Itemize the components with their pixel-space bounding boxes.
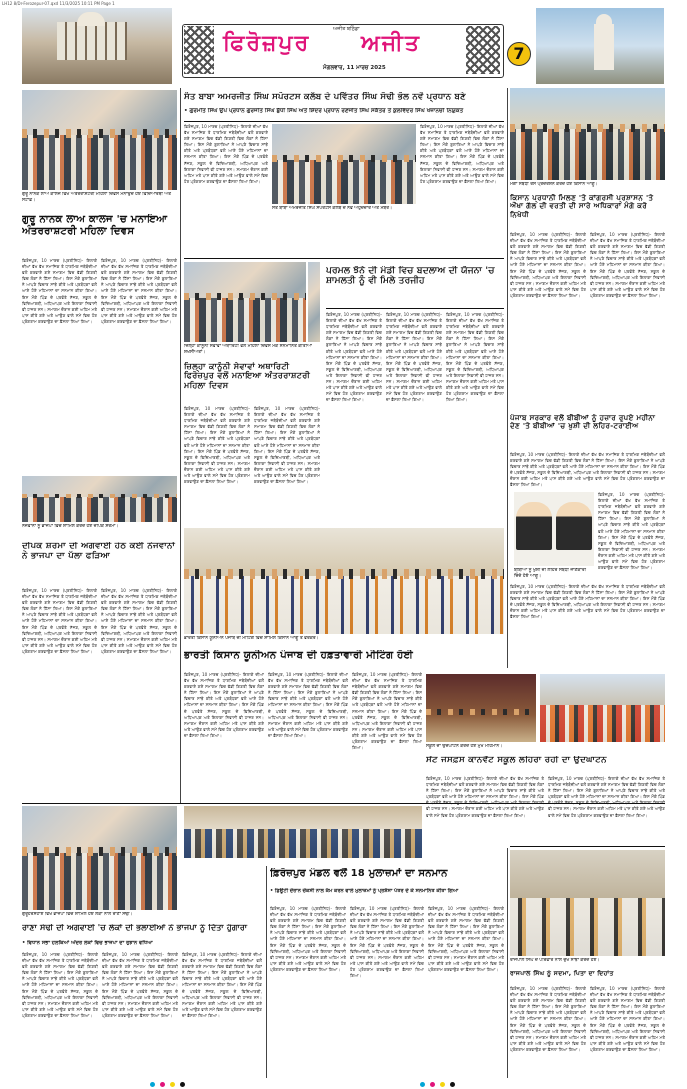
masthead-right-photo (536, 8, 664, 84)
reg-mark-cyan (150, 1082, 155, 1087)
reg-mark-cyan-2 (420, 1082, 425, 1087)
masthead-brand-right: ਅਜੀਤ (361, 31, 421, 56)
legal-services-photo-2 (308, 262, 320, 342)
portrait-right (556, 502, 592, 550)
row-rule-2 (22, 803, 665, 804)
bku-meeting-photo (184, 528, 504, 634)
kisan-protest-headline: ਕਿਸਾਨ ਪ੍ਰਧਾਨੀ ਮਿਲਣ 'ਤੇ ਕਾਂਗਰਸੀ ਪ੍ਰਸ਼ਾਸਨ 'ਤੇ ਔਖਾ ਗੱਲ ਦੀ ਵਰਤੀ ਦੀ ਸਾਰੇ ਅਧਿਕਾਰਾਂ ਮੰਗੇ ਕਰੋ ਨਿਖੇਧੀ (510, 194, 654, 219)
rajpal-headline: ਰਾਜਪਾਲ ਸਿੰਘ ਨੂੰ ਸਦਮਾ, ਪਿਤਾ ਦਾ ਦਿਹਾਂਤ (510, 970, 614, 977)
print-meta-strip (0, 0, 687, 7)
law-college-photo (22, 90, 177, 190)
rana-sodhi-photo (22, 806, 177, 910)
legal-services-body-2: ਫ਼ਿਰੋਜ਼ਪੁਰ, 10 ਮਾਰਚ (ਪ੍ਰਤੀਨਿਧ)- ਇਲਾਕੇ ਦੀਆਂ ਵੱਖ ਵੱਖ ਸਮਾਜਿਕ ਤੇ ਧਾਰਮਿਕ ਜਥੇਬੰਦੀਆਂ ਵਲੋਂ ਕਰਵਾਏ ਗਏ ਸਮਾਗਮ ਵਿਚ ਵੱਡੀ ਗਿਣਤੀ ਵਿਚ ਲੋਕਾਂ ਨੇ ਹਿੱਸਾ ਲਿਆ। ਇਸ ਮੌਕੇ ਬੁਲਾਰਿਆਂ ਨੇ ਆਪਣੇ ਵਿਚਾਰ ਸਾਂਝੇ ਕੀਤੇ ਅਤੇ ਪ੍ਰਬੰਧਕਾਂ ਵਲੋਂ ਆਏ ਹੋਏ ਮਹਿਮਾਨਾਂ ਦਾ ਸਨਮਾਨ ਕੀਤਾ ਗਿਆ। ਇਸ ਮੌਕੇ ਪਿੰਡ ਦੇ ਪਤਵੰਤੇ ਸੱਜਣ, ਸਕੂਲ ਦੇ ਵਿਦਿਆਰਥੀ, ਅਧਿਆਪਕ ਅਤੇ ਇਲਾਕਾ ਨਿਵਾਸੀ ਵੀ ਹਾਜ਼ਰ ਸਨ। ਸਮਾਗਮ ਦੌਰਾਨ ਕਈ ਅਹਿਮ ਮਤੇ ਪਾਸ ਕੀਤੇ ਗਏ ਅਤੇ ਆਉਣ ਵਾਲੇ ਸਮੇਂ ਵਿਚ ਹੋਰ ਪ੍ਰੋਗਰਾਮ ਕਰਵਾਉਣ ਦਾ ਫ਼ੈਸਲਾ ਲਿਆ ਗਿਆ। (254, 406, 320, 485)
reg-mark-yellow-2 (440, 1082, 445, 1087)
masthead-date: ਮੰਗਲਵਾਰ, 11 ਮਾਰਚ 2025 (323, 65, 386, 71)
sports-club-headline: ਸੰਤ ਬਾਬਾ ਅਮਰਜੀਤ ਸਿੰਘ ਸਪੋਰਟਸ ਕਲੱਬ ਦੇ ਪਵਿੱਤਰ ਸਿੰਘ ਸੋਢੀ ਭੋਲ ਨਵੇਂ ਪ੍ਰਧਾਨ ਬਣੇ (184, 92, 466, 101)
sports-club-subhead: • ਗੁਰਮੀਤ ਸਿੰਘ ਉਪ ਪ੍ਰਧਾਨ ਗੁਰਜੀਤ ਸਿੰਘ ਬੁੱਧੀ ਸਿੰਘ ਅਤੇ ਸ਼ਿੰਦਰ ਪ੍ਰਧਾਨ ਰਣਜੀਤ ਸਿੰਘ ਸਕੱਤਰ ਤੇ ਕੁਲਵਿੰਦਰ ਸਿੰਘ ਖਜ਼ਾਨਚੀ ਨਿਯੁਕਤ (184, 108, 464, 114)
reg-mark-magenta-2 (430, 1082, 435, 1087)
paddy-body-3: ਫ਼ਿਰੋਜ਼ਪੁਰ, 10 ਮਾਰਚ (ਪ੍ਰਤੀਨਿਧ)- ਇਲਾਕੇ ਦੀਆਂ ਵੱਖ ਵੱਖ ਸਮਾਜਿਕ ਤੇ ਧਾਰਮਿਕ ਜਥੇਬੰਦੀਆਂ ਵਲੋਂ ਕਰਵਾਏ ਗਏ ਸਮਾਗਮ ਵਿਚ ਵੱਡੀ ਗਿਣਤੀ ਵਿਚ ਲੋਕਾਂ ਨੇ ਹਿੱਸਾ ਲਿਆ। ਇਸ ਮੌਕੇ ਬੁਲਾਰਿਆਂ ਨੇ ਆਪਣੇ ਵਿਚਾਰ ਸਾਂਝੇ ਕੀਤੇ ਅਤੇ ਪ੍ਰਬੰਧਕਾਂ ਵਲੋਂ ਆਏ ਹੋਏ ਮਹਿਮਾਨਾਂ ਦਾ ਸਨਮਾਨ ਕੀਤਾ ਗਿਆ। ਇਸ ਮੌਕੇ ਪਿੰਡ ਦੇ ਪਤਵੰਤੇ ਸੱਜਣ, ਸਕੂਲ ਦੇ ਵਿਦਿਆਰਥੀ, ਅਧਿਆਪਕ ਅਤੇ ਇਲਾਕਾ ਨਿਵਾਸੀ ਵੀ ਹਾਜ਼ਰ ਸਨ। ਸਮਾਗਮ ਦੌਰਾਨ ਕਈ ਅਹਿਮ ਮਤੇ ਪਾਸ ਕੀਤੇ ਗਏ ਅਤੇ ਆਉਣ ਵਾਲੇ ਸਮੇਂ ਵਿਚ ਹੋਰ ਪ੍ਰੋਗਰਾਮ ਕਰਵਾਉਣ ਦਾ ਫ਼ੈਸਲਾ ਲਿਆ ਗਿਆ। (446, 312, 504, 403)
rana-sodhi-headline: ਰਾਣਾ ਸੋਢੀ ਦੀ ਅਗਵਾਈ 'ਚ ਲੋਕਾਂ ਦੀ ਭਲਾਈਆਂ ਨੇ ਭਾਜਪਾ ਨੂੰ ਦਿੱਤਾ ਹੁੰਗਾਰਾ (22, 924, 248, 932)
column-rule-3 (507, 848, 508, 1078)
masthead-tagline: ਅਜੀਤ ਬਠਿੰਡਾ (333, 26, 360, 32)
women-scheme-caption: ਬੀਬੀਆਂ ਨੂੰ ਖੁਸ਼ੀ ਦੀ ਲਹਿਰ ਸਬੰਧੀ ਜਾਣਕਾਰੀ ਦਿੰਦੇ ਹੋਏ ਆਗੂ। (514, 568, 586, 579)
paddy-body-2: ਫ਼ਿਰੋਜ਼ਪੁਰ, 10 ਮਾਰਚ (ਪ੍ਰਤੀਨਿਧ)- ਇਲਾਕੇ ਦੀਆਂ ਵੱਖ ਵੱਖ ਸਮਾਜਿਕ ਤੇ ਧਾਰਮਿਕ ਜਥੇਬੰਦੀਆਂ ਵਲੋਂ ਕਰਵਾਏ ਗਏ ਸਮਾਗਮ ਵਿਚ ਵੱਡੀ ਗਿਣਤੀ ਵਿਚ ਲੋਕਾਂ ਨੇ ਹਿੱਸਾ ਲਿਆ। ਇਸ ਮੌਕੇ ਬੁਲਾਰਿਆਂ ਨੇ ਆਪਣੇ ਵਿਚਾਰ ਸਾਂਝੇ ਕੀਤੇ ਅਤੇ ਪ੍ਰਬੰਧਕਾਂ ਵਲੋਂ ਆਏ ਹੋਏ ਮਹਿਮਾਨਾਂ ਦਾ ਸਨਮਾਨ ਕੀਤਾ ਗਿਆ। ਇਸ ਮੌਕੇ ਪਿੰਡ ਦੇ ਪਤਵੰਤੇ ਸੱਜਣ, ਸਕੂਲ ਦੇ ਵਿਦਿਆਰਥੀ, ਅਧਿਆਪਕ ਅਤੇ ਇਲਾਕਾ ਨਿਵਾਸੀ ਵੀ ਹਾਜ਼ਰ ਸਨ। ਸਮਾਗਮ ਦੌਰਾਨ ਕਈ ਅਹਿਮ ਮਤੇ ਪਾਸ ਕੀਤੇ ਗਏ ਅਤੇ ਆਉਣ ਵਾਲੇ ਸਮੇਂ ਵਿਚ ਹੋਰ ਪ੍ਰੋਗਰਾਮ ਕਰਵਾਉਣ ਦਾ ਫ਼ੈਸਲਾ ਲਿਆ ਗਿਆ। (386, 312, 442, 403)
school-photo-left (426, 674, 536, 742)
legal-services-headline: ਜ਼ਿਲ੍ਹਾ ਕਾਨੂੰਨੀ ਸੇਵਾਵਾਂ ਅਥਾਰਿਟੀ ਫਿਰੋਜ਼ਪੁਰ ਵਲੋਂ ਮਨਾਇਆ ਅੰਤਰਰਾਸ਼ਟਰੀ ਮਹਿਲਾ ਦਿਵਸ (184, 362, 311, 390)
school-headline: ਸੇਂਟ ਜੋਸਫ਼ਸ ਕਾਨਵੈਂਟ ਸਕੂਲ ਲਹਿਰਾ ਰੋਹੀ ਦਾ ਉਦਘਾਟਨ (426, 756, 607, 765)
registration-strip (0, 1080, 687, 1089)
column-rule-4 (266, 866, 267, 1078)
paddy-body-1: ਫ਼ਿਰੋਜ਼ਪੁਰ, 10 ਮਾਰਚ (ਪ੍ਰਤੀਨਿਧ)- ਇਲਾਕੇ ਦੀਆਂ ਵੱਖ ਵੱਖ ਸਮਾਜਿਕ ਤੇ ਧਾਰਮਿਕ ਜਥੇਬੰਦੀਆਂ ਵਲੋਂ ਕਰਵਾਏ ਗਏ ਸਮਾਗਮ ਵਿਚ ਵੱਡੀ ਗਿਣਤੀ ਵਿਚ ਲੋਕਾਂ ਨੇ ਹਿੱਸਾ ਲਿਆ। ਇਸ ਮੌਕੇ ਬੁਲਾਰਿਆਂ ਨੇ ਆਪਣੇ ਵਿਚਾਰ ਸਾਂਝੇ ਕੀਤੇ ਅਤੇ ਪ੍ਰਬੰਧਕਾਂ ਵਲੋਂ ਆਏ ਹੋਏ ਮਹਿਮਾਨਾਂ ਦਾ ਸਨਮਾਨ ਕੀਤਾ ਗਿਆ। ਇਸ ਮੌਕੇ ਪਿੰਡ ਦੇ ਪਤਵੰਤੇ ਸੱਜਣ, ਸਕੂਲ ਦੇ ਵਿਦਿਆਰਥੀ, ਅਧਿਆਪਕ ਅਤੇ ਇਲਾਕਾ ਨਿਵਾਸੀ ਵੀ ਹਾਜ਼ਰ ਸਨ। ਸਮਾਗਮ ਦੌਰਾਨ ਕਈ ਅਹਿਮ ਮਤੇ ਪਾਸ ਕੀਤੇ ਗਏ ਅਤੇ ਆਉਣ ਵਾਲੇ ਸਮੇਂ ਵਿਚ ਹੋਰ ਪ੍ਰੋਗਰਾਮ ਕਰਵਾਉਣ ਦਾ ਫ਼ੈਸਲਾ ਲਿਆ ਗਿਆ। (326, 312, 382, 403)
deepak-body-2: ਫ਼ਿਰੋਜ਼ਪੁਰ, 10 ਮਾਰਚ (ਪ੍ਰਤੀਨਿਧ)- ਇਲਾਕੇ ਦੀਆਂ ਵੱਖ ਵੱਖ ਸਮਾਜਿਕ ਤੇ ਧਾਰਮਿਕ ਜਥੇਬੰਦੀਆਂ ਵਲੋਂ ਕਰਵਾਏ ਗਏ ਸਮਾਗਮ ਵਿਚ ਵੱਡੀ ਗਿਣਤੀ ਵਿਚ ਲੋਕਾਂ ਨੇ ਹਿੱਸਾ ਲਿਆ। ਇਸ ਮੌਕੇ ਬੁਲਾਰਿਆਂ ਨੇ ਆਪਣੇ ਵਿਚਾਰ ਸਾਂਝੇ ਕੀਤੇ ਅਤੇ ਪ੍ਰਬੰਧਕਾਂ ਵਲੋਂ ਆਏ ਹੋਏ ਮਹਿਮਾਨਾਂ ਦਾ ਸਨਮਾਨ ਕੀਤਾ ਗਿਆ। ਇਸ ਮੌਕੇ ਪਿੰਡ ਦੇ ਪਤਵੰਤੇ ਸੱਜਣ, ਸਕੂਲ ਦੇ ਵਿਦਿਆਰਥੀ, ਅਧਿਆਪਕ ਅਤੇ ਇਲਾਕਾ ਨਿਵਾਸੀ ਵੀ ਹਾਜ਼ਰ ਸਨ। ਸਮਾਗਮ ਦੌਰਾਨ ਕਈ ਅਹਿਮ ਮਤੇ ਪਾਸ ਕੀਤੇ ਗਏ ਅਤੇ ਆਉਣ ਵਾਲੇ ਸਮੇਂ ਵਿਚ ਹੋਰ ਪ੍ਰੋਗਰਾਮ ਕਰਵਾਉਣ ਦਾ ਫ਼ੈਸਲਾ ਲਿਆ ਗਿਆ। (101, 588, 177, 654)
reg-mark-black (180, 1082, 185, 1087)
sports-club-body-2: ਫ਼ਿਰੋਜ਼ਪੁਰ, 10 ਮਾਰਚ (ਪ੍ਰਤੀਨਿਧ)- ਇਲਾਕੇ ਦੀਆਂ ਵੱਖ ਵੱਖ ਸਮਾਜਿਕ ਤੇ ਧਾਰਮਿਕ ਜਥੇਬੰਦੀਆਂ ਵਲੋਂ ਕਰਵਾਏ ਗਏ ਸਮਾਗਮ ਵਿਚ ਵੱਡੀ ਗਿਣਤੀ ਵਿਚ ਲੋਕਾਂ ਨੇ ਹਿੱਸਾ ਲਿਆ। ਇਸ ਮੌਕੇ ਬੁਲਾਰਿਆਂ ਨੇ ਆਪਣੇ ਵਿਚਾਰ ਸਾਂਝੇ ਕੀਤੇ ਅਤੇ ਪ੍ਰਬੰਧਕਾਂ ਵਲੋਂ ਆਏ ਹੋਏ ਮਹਿਮਾਨਾਂ ਦਾ ਸਨਮਾਨ ਕੀਤਾ ਗਿਆ। ਇਸ ਮੌਕੇ ਪਿੰਡ ਦੇ ਪਤਵੰਤੇ ਸੱਜਣ, ਸਕੂਲ ਦੇ ਵਿਦਿਆਰਥੀ, ਅਧਿਆਪਕ ਅਤੇ ਇਲਾਕਾ ਨਿਵਾਸੀ ਵੀ ਹਾਜ਼ਰ ਸਨ। ਸਮਾਗਮ ਦੌਰਾਨ ਕਈ ਅਹਿਮ ਮਤੇ ਪਾਸ ਕੀਤੇ ਗਏ ਅਤੇ ਆਉਣ ਵਾਲੇ ਸਮੇਂ ਵਿਚ ਹੋਰ ਪ੍ਰੋਗਰਾਮ ਕਰਵਾਉਣ ਦਾ ਫ਼ੈਸਲਾ ਲਿਆ ਗਿਆ। (420, 124, 504, 184)
legal-services-photo (184, 262, 306, 342)
railway-body-1: ਫ਼ਿਰੋਜ਼ਪੁਰ, 10 ਮਾਰਚ (ਪ੍ਰਤੀਨਿਧ)- ਇਲਾਕੇ ਦੀਆਂ ਵੱਖ ਵੱਖ ਸਮਾਜਿਕ ਤੇ ਧਾਰਮਿਕ ਜਥੇਬੰਦੀਆਂ ਵਲੋਂ ਕਰਵਾਏ ਗਏ ਸਮਾਗਮ ਵਿਚ ਵੱਡੀ ਗਿਣਤੀ ਵਿਚ ਲੋਕਾਂ ਨੇ ਹਿੱਸਾ ਲਿਆ। ਇਸ ਮੌਕੇ ਬੁਲਾਰਿਆਂ ਨੇ ਆਪਣੇ ਵਿਚਾਰ ਸਾਂਝੇ ਕੀਤੇ ਅਤੇ ਪ੍ਰਬੰਧਕਾਂ ਵਲੋਂ ਆਏ ਹੋਏ ਮਹਿਮਾਨਾਂ ਦਾ ਸਨਮਾਨ ਕੀਤਾ ਗਿਆ। ਇਸ ਮੌਕੇ ਪਿੰਡ ਦੇ ਪਤਵੰਤੇ ਸੱਜਣ, ਸਕੂਲ ਦੇ ਵਿਦਿਆਰਥੀ, ਅਧਿਆਪਕ ਅਤੇ ਇਲਾਕਾ ਨਿਵਾਸੀ ਵੀ ਹਾਜ਼ਰ ਸਨ। ਸਮਾਗਮ ਦੌਰਾਨ ਕਈ ਅਹਿਮ ਮਤੇ ਪਾਸ ਕੀਤੇ ਗਏ ਅਤੇ ਆਉਣ ਵਾਲੇ ਸਮੇਂ ਵਿਚ ਹੋਰ ਪ੍ਰੋਗਰਾਮ ਕਰਵਾਉਣ ਦਾ ਫ਼ੈਸਲਾ ਲਿਆ ਗਿਆ। (270, 906, 346, 972)
legal-services-caption: ਜ਼ਿਲ੍ਹਾ ਕਾਨੂੰਨੀ ਸੇਵਾਵਾਂ ਅਥਾਰਿਟੀ ਵਲੋਂ ਮਹਿਲਾ ਦਿਵਸ ਮੌਕੇ ਸਨਮਾਨਿਤ ਕੀਤੀਆਂ ਸ਼ਖਸੀਅਤਾਂ। (184, 344, 312, 355)
women-scheme-body-1: ਫ਼ਿਰੋਜ਼ਪੁਰ, 10 ਮਾਰਚ (ਪ੍ਰਤੀਨਿਧ)- ਇਲਾਕੇ ਦੀਆਂ ਵੱਖ ਵੱਖ ਸਮਾਜਿਕ ਤੇ ਧਾਰਮਿਕ ਜਥੇਬੰਦੀਆਂ ਵਲੋਂ ਕਰਵਾਏ ਗਏ ਸਮਾਗਮ ਵਿਚ ਵੱਡੀ ਗਿਣਤੀ ਵਿਚ ਲੋਕਾਂ ਨੇ ਹਿੱਸਾ ਲਿਆ। ਇਸ ਮੌਕੇ ਬੁਲਾਰਿਆਂ ਨੇ ਆਪਣੇ ਵਿਚਾਰ ਸਾਂਝੇ ਕੀਤੇ ਅਤੇ ਪ੍ਰਬੰਧਕਾਂ ਵਲੋਂ ਆਏ ਹੋਏ ਮਹਿਮਾਨਾਂ ਦਾ ਸਨਮਾਨ ਕੀਤਾ ਗਿਆ। ਇਸ ਮੌਕੇ ਪਿੰਡ ਦੇ ਪਤਵੰਤੇ ਸੱਜਣ, ਸਕੂਲ ਦੇ ਵਿਦਿਆਰਥੀ, ਅਧਿਆਪਕ ਅਤੇ ਇਲਾਕਾ ਨਿਵਾਸੀ ਵੀ ਹਾਜ਼ਰ ਸਨ। ਸਮਾਗਮ ਦੌਰਾਨ ਕਈ ਅਹਿਮ ਮਤੇ ਪਾਸ ਕੀਤੇ ਗਏ ਅਤੇ ਆਉਣ ਵਾਲੇ ਸਮੇਂ ਵਿਚ ਹੋਰ ਪ੍ਰੋਗਰਾਮ ਕਰਵਾਉਣ ਦਾ ਫ਼ੈਸਲਾ ਲਿਆ ਗਿਆ। (510, 452, 665, 488)
kisan-protest-caption: ਮੰਗਾਂ ਸਬੰਧੀ ਰੋਸ ਪ੍ਰਦਰਸ਼ਨ ਕਰਦੇ ਹੋਏ ਕਿਸਾਨ ਆਗੂ। (510, 182, 598, 187)
masthead-left-photo (22, 8, 172, 84)
paddy-rule (326, 308, 504, 309)
rana-sodhi-subhead: • ਵਿਧਾਨ ਸਭਾ ਹਲਕਿਆਂ ਅੰਦਰ ਲੋਕਾਂ ਵਿਚ ਭਾਜਪਾ ਦਾ ਰੁਝਾਨ ਵਧਿਆ (22, 940, 153, 946)
rana-sodhi-body-2: ਫ਼ਿਰੋਜ਼ਪੁਰ, 10 ਮਾਰਚ (ਪ੍ਰਤੀਨਿਧ)- ਇਲਾਕੇ ਦੀਆਂ ਵੱਖ ਵੱਖ ਸਮਾਜਿਕ ਤੇ ਧਾਰਮਿਕ ਜਥੇਬੰਦੀਆਂ ਵਲੋਂ ਕਰਵਾਏ ਗਏ ਸਮਾਗਮ ਵਿਚ ਵੱਡੀ ਗਿਣਤੀ ਵਿਚ ਲੋਕਾਂ ਨੇ ਹਿੱਸਾ ਲਿਆ। ਇਸ ਮੌਕੇ ਬੁਲਾਰਿਆਂ ਨੇ ਆਪਣੇ ਵਿਚਾਰ ਸਾਂਝੇ ਕੀਤੇ ਅਤੇ ਪ੍ਰਬੰਧਕਾਂ ਵਲੋਂ ਆਏ ਹੋਏ ਮਹਿਮਾਨਾਂ ਦਾ ਸਨਮਾਨ ਕੀਤਾ ਗਿਆ। ਇਸ ਮੌਕੇ ਪਿੰਡ ਦੇ ਪਤਵੰਤੇ ਸੱਜਣ, ਸਕੂਲ ਦੇ ਵਿਦਿਆਰਥੀ, ਅਧਿਆਪਕ ਅਤੇ ਇਲਾਕਾ ਨਿਵਾਸੀ ਵੀ ਹਾਜ਼ਰ ਸਨ। ਸਮਾਗਮ ਦੌਰਾਨ ਕਈ ਅਹਿਮ ਮਤੇ ਪਾਸ ਕੀਤੇ ਗਏ ਅਤੇ ਆਉਣ ਵਾਲੇ ਸਮੇਂ ਵਿਚ ਹੋਰ ਪ੍ਰੋਗਰਾਮ ਕਰਵਾਉਣ ਦਾ ਫ਼ੈਸਲਾ ਲਿਆ ਗਿਆ। (102, 952, 178, 1018)
school-body-1: ਫ਼ਿਰੋਜ਼ਪੁਰ, 10 ਮਾਰਚ (ਪ੍ਰਤੀਨਿਧ)- ਇਲਾਕੇ ਦੀਆਂ ਵੱਖ ਵੱਖ ਸਮਾਜਿਕ ਤੇ ਧਾਰਮਿਕ ਜਥੇਬੰਦੀਆਂ ਵਲੋਂ ਕਰਵਾਏ ਗਏ ਸਮਾਗਮ ਵਿਚ ਵੱਡੀ ਗਿਣਤੀ ਵਿਚ ਲੋਕਾਂ ਨੇ ਹਿੱਸਾ ਲਿਆ। ਇਸ ਮੌਕੇ ਬੁਲਾਰਿਆਂ ਨੇ ਆਪਣੇ ਵਿਚਾਰ ਸਾਂਝੇ ਕੀਤੇ ਅਤੇ ਪ੍ਰਬੰਧਕਾਂ ਵਲੋਂ ਆਏ ਹੋਏ ਮਹਿਮਾਨਾਂ ਦਾ ਸਨਮਾਨ ਕੀਤਾ ਗਿਆ। ਇਸ ਮੌਕੇ ਪਿੰਡ ਵੀ ਹਾਜ਼ਰ ਸਨ। ਸਮਾਗਮ ਦੌਰਾਨ ਕਈ ਅਹਿਮ ਮਤੇ ਪਾਸ ਕੀਤੇ ਗਏ ਅਤੇ ਆਉਣ ਵਾਲੇ ਸਮੇਂ ਵਿਚ ਹੋਰ ਪ੍ਰੋਗਰਾਮ ਕਰਵਾਉਣ ਦਾ ਫ਼ੈਸਲਾ ਲਿਆ ਗਿਆ। (426, 776, 544, 818)
bku-meeting-headline: ਭਾਰਤੀ ਕਿਸਾਨ ਯੂਨੀਅਨ ਪੰਜਾਬ ਦੀ ਹਫ਼ਤਾਵਾਰੀ ਮੀਟਿੰਗ ਹੋਈ (184, 650, 414, 661)
railway-headline: ਫ਼ਿਰੋਜ਼ਪੁਰ ਮੰਡਲ ਵਲੋਂ 18 ਮੁਲਾਜ਼ਮਾਂ ਦਾ ਸਨਮਾਨ (270, 868, 448, 879)
bku-meeting-body-1: ਫ਼ਿਰੋਜ਼ਪੁਰ, 10 ਮਾਰਚ (ਪ੍ਰਤੀਨਿਧ)- ਇਲਾਕੇ ਦੀਆਂ ਵੱਖ ਵੱਖ ਸਮਾਜਿਕ ਤੇ ਧਾਰਮਿਕ ਜਥੇਬੰਦੀਆਂ ਵਲੋਂ ਕਰਵਾਏ ਗਏ ਸਮਾਗਮ ਵਿਚ ਵੱਡੀ ਗਿਣਤੀ ਵਿਚ ਲੋਕਾਂ ਨੇ ਹਿੱਸਾ ਲਿਆ। ਇਸ ਮੌਕੇ ਬੁਲਾਰਿਆਂ ਨੇ ਆਪਣੇ ਵਿਚਾਰ ਸਾਂਝੇ ਕੀਤੇ ਅਤੇ ਪ੍ਰਬੰਧਕਾਂ ਵਲੋਂ ਆਏ ਹੋਏ ਮਹਿਮਾਨਾਂ ਦਾ ਸਨਮਾਨ ਕੀਤਾ ਗਿਆ। ਇਸ ਮੌਕੇ ਪਿੰਡ ਦੇ ਪਤਵੰਤੇ ਸੱਜਣ, ਸਕੂਲ ਦੇ ਵਿਦਿਆਰਥੀ, ਅਧਿਆਪਕ ਅਤੇ ਇਲਾਕਾ ਨਿਵਾਸੀ ਵੀ ਹਾਜ਼ਰ ਸਨ। ਸਮਾਗਮ ਦੌਰਾਨ ਕਈ ਅਹਿਮ ਮਤੇ ਪਾਸ ਕੀਤੇ ਗਏ ਅਤੇ ਆਉਣ ਵਾਲੇ ਸਮੇਂ ਵਿਚ ਹੋਰ ਪ੍ਰੋਗਰਾਮ ਕਰਵਾਉਣ ਦਾ ਫ਼ੈਸਲਾ ਲਿਆ ਗਿਆ। (184, 672, 264, 738)
paddy-headline: ਪਰਮਲ ਝੋਨੇ ਦੀ ਮੰਡੀ ਵਿਚ ਬਦਲਾਅ ਦੀ ਯੋਜਨਾ 'ਚ ਸ਼ਾਮਲਤੀ ਨੂੰ ਵੀ ਮਿਲੇ ਤਰਜੀਹ (326, 266, 495, 287)
bku-meeting-body-2: ਫ਼ਿਰੋਜ਼ਪੁਰ, 10 ਮਾਰਚ (ਪ੍ਰਤੀਨਿਧ)- ਇਲਾਕੇ ਦੀਆਂ ਵੱਖ ਵੱਖ ਸਮਾਜਿਕ ਤੇ ਧਾਰਮਿਕ ਜਥੇਬੰਦੀਆਂ ਵਲੋਂ ਕਰਵਾਏ ਗਏ ਸਮਾਗਮ ਵਿਚ ਵੱਡੀ ਗਿਣਤੀ ਵਿਚ ਲੋਕਾਂ ਨੇ ਹਿੱਸਾ ਲਿਆ। ਇਸ ਮੌਕੇ ਬੁਲਾਰਿਆਂ ਨੇ ਆਪਣੇ ਵਿਚਾਰ ਸਾਂਝੇ ਕੀਤੇ ਅਤੇ ਪ੍ਰਬੰਧਕਾਂ ਵਲੋਂ ਆਏ ਹੋਏ ਮਹਿਮਾਨਾਂ ਦਾ ਸਨਮਾਨ ਕੀਤਾ ਗਿਆ। ਇਸ ਮੌਕੇ ਪਿੰਡ ਦੇ ਪਤਵੰਤੇ ਸੱਜਣ, ਸਕੂਲ ਦੇ ਵਿਦਿਆਰਥੀ, ਅਧਿਆਪਕ ਅਤੇ ਇਲਾਕਾ ਨਿਵਾਸੀ ਵੀ ਹਾਜ਼ਰ ਸਨ। ਸਮਾਗਮ ਦੌਰਾਨ ਕਈ ਅਹਿਮ ਮਤੇ ਪਾਸ ਕੀਤੇ ਗਏ ਅਤੇ ਆਉਣ ਵਾਲੇ ਸਮੇਂ ਵਿਚ ਹੋਰ ਪ੍ਰੋਗਰਾਮ ਕਰਵਾਉਣ ਦਾ ਫ਼ੈਸਲਾ ਲਿਆ ਗਿਆ। (268, 672, 348, 738)
railway-body-2: ਫ਼ਿਰੋਜ਼ਪੁਰ, 10 ਮਾਰਚ (ਪ੍ਰਤੀਨਿਧ)- ਇਲਾਕੇ ਦੀਆਂ ਵੱਖ ਵੱਖ ਸਮਾਜਿਕ ਤੇ ਧਾਰਮਿਕ ਜਥੇਬੰਦੀਆਂ ਵਲੋਂ ਕਰਵਾਏ ਗਏ ਸਮਾਗਮ ਵਿਚ ਵੱਡੀ ਗਿਣਤੀ ਵਿਚ ਲੋਕਾਂ ਨੇ ਹਿੱਸਾ ਲਿਆ। ਇਸ ਮੌਕੇ ਬੁਲਾਰਿਆਂ ਨੇ ਆਪਣੇ ਵਿਚਾਰ ਸਾਂਝੇ ਕੀਤੇ ਅਤੇ ਪ੍ਰਬੰਧਕਾਂ ਵਲੋਂ ਆਏ ਹੋਏ ਮਹਿਮਾਨਾਂ ਦਾ ਸਨਮਾਨ ਕੀਤਾ ਗਿਆ। ਇਸ ਮੌਕੇ ਪਿੰਡ ਦੇ ਪਤਵੰਤੇ ਸੱਜਣ, ਸਕੂਲ ਦੇ ਵਿਦਿਆਰਥੀ, ਅਧਿਆਪਕ ਅਤੇ ਇਲਾਕਾ ਨਿਵਾਸੀ ਵੀ ਹਾਜ਼ਰ ਸਨ। ਸਮਾਗਮ ਦੌਰਾਨ ਕਈ ਅਹਿਮ ਮਤੇ ਪਾਸ ਕੀਤੇ ਗਏ ਅਤੇ ਆਉਣ ਵਾਲੇ ਸਮੇਂ ਵਿਚ ਹੋਰ ਪ੍ਰੋਗਰਾਮ ਕਰਵਾਉਣ ਦਾ ਫ਼ੈਸਲਾ ਲਿਆ ਗਿਆ। (350, 906, 424, 979)
women-scheme-portraits (514, 492, 594, 566)
deepak-body-1: ਫ਼ਿਰੋਜ਼ਪੁਰ, 10 ਮਾਰਚ (ਪ੍ਰਤੀਨਿਧ)- ਇਲਾਕੇ ਦੀਆਂ ਵੱਖ ਵੱਖ ਸਮਾਜਿਕ ਤੇ ਧਾਰਮਿਕ ਜਥੇਬੰਦੀਆਂ ਵਲੋਂ ਕਰਵਾਏ ਗਏ ਸਮਾਗਮ ਵਿਚ ਵੱਡੀ ਗਿਣਤੀ ਵਿਚ ਲੋਕਾਂ ਨੇ ਹਿੱਸਾ ਲਿਆ। ਇਸ ਮੌਕੇ ਬੁਲਾਰਿਆਂ ਨੇ ਆਪਣੇ ਵਿਚਾਰ ਸਾਂਝੇ ਕੀਤੇ ਅਤੇ ਪ੍ਰਬੰਧਕਾਂ ਵਲੋਂ ਆਏ ਹੋਏ ਮਹਿਮਾਨਾਂ ਦਾ ਸਨਮਾਨ ਕੀਤਾ ਗਿਆ। ਇਸ ਮੌਕੇ ਪਿੰਡ ਦੇ ਪਤਵੰਤੇ ਸੱਜਣ, ਸਕੂਲ ਦੇ ਵਿਦਿਆਰਥੀ, ਅਧਿਆਪਕ ਅਤੇ ਇਲਾਕਾ ਨਿਵਾਸੀ ਵੀ ਹਾਜ਼ਰ ਸਨ। ਸਮਾਗਮ ਦੌਰਾਨ ਕਈ ਅਹਿਮ ਮਤੇ ਪਾਸ ਕੀਤੇ ਗਏ ਅਤੇ ਆਉਣ ਵਾਲੇ ਸਮੇਂ ਵਿਚ ਹੋਰ ਪ੍ਰੋਗਰਾਮ ਕਰਵਾਉਣ ਦਾ ਫ਼ੈਸਲਾ ਲਿਆ ਗਿਆ। (22, 588, 97, 654)
law-college-body-2: ਫ਼ਿਰੋਜ਼ਪੁਰ, 10 ਮਾਰਚ (ਪ੍ਰਤੀਨਿਧ)- ਇਲਾਕੇ ਦੀਆਂ ਵੱਖ ਵੱਖ ਸਮਾਜਿਕ ਤੇ ਧਾਰਮਿਕ ਜਥੇਬੰਦੀਆਂ ਵਲੋਂ ਕਰਵਾਏ ਗਏ ਸਮਾਗਮ ਵਿਚ ਵੱਡੀ ਗਿਣਤੀ ਵਿਚ ਲੋਕਾਂ ਨੇ ਹਿੱਸਾ ਲਿਆ। ਇਸ ਮੌਕੇ ਬੁਲਾਰਿਆਂ ਨੇ ਆਪਣੇ ਵਿਚਾਰ ਸਾਂਝੇ ਕੀਤੇ ਅਤੇ ਪ੍ਰਬੰਧਕਾਂ ਵਲੋਂ ਆਏ ਹੋਏ ਮਹਿਮਾਨਾਂ ਦਾ ਸਨਮਾਨ ਕੀਤਾ ਗਿਆ। ਇਸ ਮੌਕੇ ਪਿੰਡ ਦੇ ਪਤਵੰਤੇ ਸੱਜਣ, ਸਕੂਲ ਦੇ ਵਿਦਿਆਰਥੀ, ਅਧਿਆਪਕ ਅਤੇ ਇਲਾਕਾ ਨਿਵਾਸੀ ਵੀ ਹਾਜ਼ਰ ਸਨ। ਸਮਾਗਮ ਦੌਰਾਨ ਕਈ ਅਹਿਮ ਮਤੇ ਪਾਸ ਕੀਤੇ ਗਏ ਅਤੇ ਆਉਣ ਵਾਲੇ ਸਮੇਂ ਵਿਚ ਹੋਰ ਪ੍ਰੋਗਰਾਮ ਕਰਵਾਉਣ ਦਾ ਫ਼ੈਸਲਾ ਲਿਆ ਗਿਆ। (101, 258, 177, 324)
kisan-protest-photo (510, 88, 665, 180)
column-rule-1 (180, 88, 181, 803)
rana-sodhi-caption: ਗੁਰੂਹਰਸਹਾਏ ਵਿਖੇ ਭਾਜਪਾ ਵਿਚ ਸ਼ਾਮਿਲ ਹੋਏ ਲੋਕਾਂ ਨਾਲ ਰਾਣਾ ਸੋਢੀ। (22, 912, 133, 917)
law-college-caption: ਗੁਰੂ ਨਾਨਕ ਲਾਅ ਕਾਲਜ ਵਿਖੇ ਅੰਤਰਰਾਸ਼ਟਰੀ ਮਹਿਲਾ ਦਿਵਸ ਮਨਾਉਂਦੇ ਹੋਏ ਵਿਦਿਆਰਥੀ ਅਤੇ ਸਟਾਫ਼। (22, 192, 172, 203)
rajpal-body-1: ਫ਼ਿਰੋਜ਼ਪੁਰ, 10 ਮਾਰਚ (ਪ੍ਰਤੀਨਿਧ)- ਇਲਾਕੇ ਦੀਆਂ ਵੱਖ ਵੱਖ ਸਮਾਜਿਕ ਤੇ ਧਾਰਮਿਕ ਜਥੇਬੰਦੀਆਂ ਵਲੋਂ ਕਰਵਾਏ ਗਏ ਸਮਾਗਮ ਵਿਚ ਵੱਡੀ ਗਿਣਤੀ ਵਿਚ ਲੋਕਾਂ ਨੇ ਹਿੱਸਾ ਲਿਆ। ਇਸ ਮੌਕੇ ਬੁਲਾਰਿਆਂ ਨੇ ਆਪਣੇ ਵਿਚਾਰ ਸਾਂਝੇ ਕੀਤੇ ਅਤੇ ਪ੍ਰਬੰਧਕਾਂ ਵਲੋਂ ਆਏ ਹੋਏ ਮਹਿਮਾਨਾਂ ਦਾ ਸਨਮਾਨ ਕੀਤਾ ਗਿਆ। ਇਸ ਮੌਕੇ ਪਿੰਡ ਦੇ ਪਤਵੰਤੇ ਸੱਜਣ, ਸਕੂਲ ਦੇ ਵਿਦਿਆਰਥੀ, ਅਧਿਆਪਕ ਅਤੇ ਇਲਾਕਾ ਨਿਵਾਸੀ ਵੀ ਹਾਜ਼ਰ ਸਨ। ਸਮਾਗਮ ਦੌਰਾਨ ਕਈ ਅਹਿਮ ਮਤੇ ਪਾਸ ਕੀਤੇ ਗਏ ਅਤੇ ਆਉਣ ਵਾਲੇ ਸਮੇਂ ਵਿਚ ਹੋਰ ਪ੍ਰੋਗਰਾਮ ਕਰਵਾਉਣ ਦਾ ਫ਼ੈਸਲਾ ਲਿਆ ਗਿਆ। (510, 986, 586, 1052)
school-caption: ਸਕੂਲ ਦਾ ਉਦਘਾਟਨ ਕਰਦੇ ਹੋਏ ਮੁੱਖ ਮਹਿਮਾਨ। (426, 744, 503, 749)
page-number-badge: 7 (507, 42, 531, 66)
reg-mark-magenta (160, 1082, 165, 1087)
bku-meeting-caption: ਭਾਰਤੀ ਕਿਸਾਨ ਯੂਨੀਅਨ ਪੰਜਾਬ ਦੀ ਮੀਟਿੰਗ ਵਿਚ ਸ਼ਾਮਿਲ ਕਿਸਾਨ ਆਗੂ ਤੇ ਵਰਕਰ। (184, 636, 319, 641)
deepak-headline: ਦੀਪਕ ਸ਼ਰਮਾ ਦੀ ਅਗਵਾਈ ਹੇਠ ਕਈ ਨੌਜਵਾਨਾਂ ਨੇ ਭਾਜਪਾ ਦਾ ਪੱਲਾ ਫੜਿਆ (22, 542, 176, 561)
kisan-protest-body-1: ਫ਼ਿਰੋਜ਼ਪੁਰ, 10 ਮਾਰਚ (ਪ੍ਰਤੀਨਿਧ)- ਇਲਾਕੇ ਦੀਆਂ ਵੱਖ ਵੱਖ ਸਮਾਜਿਕ ਤੇ ਧਾਰਮਿਕ ਜਥੇਬੰਦੀਆਂ ਵਲੋਂ ਕਰਵਾਏ ਗਏ ਸਮਾਗਮ ਵਿਚ ਵੱਡੀ ਗਿਣਤੀ ਵਿਚ ਲੋਕਾਂ ਨੇ ਹਿੱਸਾ ਲਿਆ। ਇਸ ਮੌਕੇ ਬੁਲਾਰਿਆਂ ਨੇ ਆਪਣੇ ਵਿਚਾਰ ਸਾਂਝੇ ਕੀਤੇ ਅਤੇ ਪ੍ਰਬੰਧਕਾਂ ਵਲੋਂ ਆਏ ਹੋਏ ਮਹਿਮਾਨਾਂ ਦਾ ਸਨਮਾਨ ਕੀਤਾ ਗਿਆ। ਇਸ ਮੌਕੇ ਪਿੰਡ ਦੇ ਪਤਵੰਤੇ ਸੱਜਣ, ਸਕੂਲ ਦੇ ਵਿਦਿਆਰਥੀ, ਅਧਿਆਪਕ ਅਤੇ ਇਲਾਕਾ ਨਿਵਾਸੀ ਵੀ ਹਾਜ਼ਰ ਸਨ। ਸਮਾਗਮ ਦੌਰਾਨ ਕਈ ਅਹਿਮ ਮਤੇ ਪਾਸ ਕੀਤੇ ਗਏ ਅਤੇ ਆਉਣ ਵਾਲੇ ਸਮੇਂ ਵਿਚ ਹੋਰ ਪ੍ਰੋਗਰਾਮ ਕਰਵਾਉਣ ਦਾ ਫ਼ੈਸਲਾ ਲਿਆ ਗਿਆ। (510, 232, 586, 298)
deepak-caption: ਨੌਜਵਾਨਾਂ ਨੂੰ ਭਾਜਪਾ ਵਿਚ ਸ਼ਾਮਿਲ ਕਰਦੇ ਹੋਏ ਦੀਪਕ ਸ਼ਰਮਾ। (22, 524, 119, 529)
reg-mark-black-2 (450, 1082, 455, 1087)
sports-club-rule (184, 121, 504, 122)
law-college-headline: ਗੁਰੂ ਨਾਨਕ ਲਾਅ ਕਾਲਜ 'ਚ ਮਨਾਇਆ ਅੰਤਰਰਾਸ਼ਟਰੀ ਮਹਿਲਾ ਦਿਵਸ (22, 214, 168, 237)
masthead (182, 24, 504, 78)
column-rule-2 (507, 88, 508, 668)
women-scheme-body-2: ਫ਼ਿਰੋਜ਼ਪੁਰ, 10 ਮਾਰਚ (ਪ੍ਰਤੀਨਿਧ)- ਇਲਾਕੇ ਦੀਆਂ ਵੱਖ ਵੱਖ ਸਮਾਜਿਕ ਤੇ ਧਾਰਮਿਕ ਜਥੇਬੰਦੀਆਂ ਵਲੋਂ ਕਰਵਾਏ ਗਏ ਸਮਾਗਮ ਵਿਚ ਵੱਡੀ ਗਿਣਤੀ ਵਿਚ ਲੋਕਾਂ ਨੇ ਹਿੱਸਾ ਲਿਆ। ਇਸ ਮੌਕੇ ਬੁਲਾਰਿਆਂ ਨੇ ਆਪਣੇ ਵਿਚਾਰ ਸਾਂਝੇ ਕੀਤੇ ਅਤੇ ਪ੍ਰਬੰਧਕਾਂ ਵਲੋਂ ਆਏ ਹੋਏ ਮਹਿਮਾਨਾਂ ਦਾ ਸਨਮਾਨ ਕੀਤਾ ਗਿਆ। ਇਸ ਮੌਕੇ ਪਿੰਡ ਦੇ ਪਤਵੰਤੇ ਸੱਜਣ, ਸਕੂਲ ਦੇ ਵਿਦਿਆਰਥੀ, ਅਧਿਆਪਕ ਅਤੇ ਇਲਾਕਾ ਨਿਵਾਸੀ ਵੀ ਹਾਜ਼ਰ ਸਨ। ਸਮਾਗਮ ਦੌਰਾਨ ਕਈ ਅਹਿਮ ਮਤੇ ਪਾਸ ਕੀਤੇ ਗਏ ਅਤੇ ਆਉਣ ਵਾਲੇ ਸਮੇਂ ਵਿਚ ਹੋਰ ਪ੍ਰੋਗਰਾਮ ਕਰਵਾਉਣ ਦਾ ਫ਼ੈਸਲਾ ਲਿਆ ਗਿਆ। (598, 492, 665, 571)
reg-mark-yellow (170, 1082, 175, 1087)
school-body-2: ਫ਼ਿਰੋਜ਼ਪੁਰ, 10 ਮਾਰਚ (ਪ੍ਰਤੀਨਿਧ)- ਇਲਾਕੇ ਦੀਆਂ ਵੱਖ ਵੱਖ ਸਮਾਜਿਕ ਤੇ ਧਾਰਮਿਕ ਜਥੇਬੰਦੀਆਂ ਵਲੋਂ ਕਰਵਾਏ ਗਏ ਸਮਾਗਮ ਵਿਚ ਵੱਡੀ ਗਿਣਤੀ ਵਿਚ ਲੋਕਾਂ ਨੇ ਹਿੱਸਾ ਲਿਆ। ਇਸ ਮੌਕੇ ਬੁਲਾਰਿਆਂ ਨੇ ਆਪਣੇ ਵਿਚਾਰ ਸਾਂਝੇ ਕੀਤੇ ਅਤੇ ਪ੍ਰਬੰਧਕਾਂ ਵਲੋਂ ਆਏ ਹੋਏ ਮਹਿਮਾਨਾਂ ਦਾ ਸਨਮਾਨ ਕੀਤਾ ਗਿਆ। ਇਸ ਮੌਕੇ ਪਿੰਡ ਵੀ ਹਾਜ਼ਰ ਸਨ। ਸਮਾਗਮ ਦੌਰਾਨ ਕਈ ਅਹਿਮ ਮਤੇ ਪਾਸ ਕੀਤੇ ਗਏ ਅਤੇ ਆਉਣ ਵਾਲੇ ਸਮੇਂ ਵਿਚ ਹੋਰ ਪ੍ਰੋਗਰਾਮ ਕਰਵਾਉਣ ਦਾ ਫ਼ੈਸਲਾ ਲਿਆ ਗਿਆ। (548, 776, 665, 818)
women-scheme-headline: ਪੰਜਾਬ ਸਰਕਾਰ ਵਲੋਂ ਬੀਬੀਆਂ ਨੂੰ ਹਜ਼ਾਰ ਰੁਪਏ ਮਹੀਨਾ ਦੇਣ 'ਤੇ ਬੀਬੀਆਂ 'ਚ ਖੁਸ਼ੀ ਦੀ ਲਹਿਰ-ਟਰਾਈਅ (510, 414, 656, 431)
row-rule-1 (184, 258, 504, 259)
row-rule-3 (510, 846, 665, 847)
sports-club-caption: ਸੰਤ ਬਾਬਾ ਅਮਰਜੀਤ ਸਿੰਘ ਸਪੋਰਟਸ ਕਲੱਬ ਦੇ ਨਵੇਂ ਅਹੁਦੇਦਾਰ ਅਤੇ ਮੈਂਬਰ। (272, 206, 393, 211)
rana-sodhi-body-1: ਫ਼ਿਰੋਜ਼ਪੁਰ, 10 ਮਾਰਚ (ਪ੍ਰਤੀਨਿਧ)- ਇਲਾਕੇ ਦੀਆਂ ਵੱਖ ਵੱਖ ਸਮਾਜਿਕ ਤੇ ਧਾਰਮਿਕ ਜਥੇਬੰਦੀਆਂ ਵਲੋਂ ਕਰਵਾਏ ਗਏ ਸਮਾਗਮ ਵਿਚ ਵੱਡੀ ਗਿਣਤੀ ਵਿਚ ਲੋਕਾਂ ਨੇ ਹਿੱਸਾ ਲਿਆ। ਇਸ ਮੌਕੇ ਬੁਲਾਰਿਆਂ ਨੇ ਆਪਣੇ ਵਿਚਾਰ ਸਾਂਝੇ ਕੀਤੇ ਅਤੇ ਪ੍ਰਬੰਧਕਾਂ ਵਲੋਂ ਆਏ ਹੋਏ ਮਹਿਮਾਨਾਂ ਦਾ ਸਨਮਾਨ ਕੀਤਾ ਗਿਆ। ਇਸ ਮੌਕੇ ਪਿੰਡ ਦੇ ਪਤਵੰਤੇ ਸੱਜਣ, ਸਕੂਲ ਦੇ ਵਿਦਿਆਰਥੀ, ਅਧਿਆਪਕ ਅਤੇ ਇਲਾਕਾ ਨਿਵਾਸੀ ਵੀ ਹਾਜ਼ਰ ਸਨ। ਸਮਾਗਮ ਦੌਰਾਨ ਕਈ ਅਹਿਮ ਮਤੇ ਪਾਸ ਕੀਤੇ ਗਏ ਅਤੇ ਆਉਣ ਵਾਲੇ ਸਮੇਂ ਵਿਚ ਹੋਰ ਪ੍ਰੋਗਰਾਮ ਕਰਵਾਉਣ ਦਾ ਫ਼ੈਸਲਾ ਲਿਆ ਗਿਆ। (22, 952, 98, 1018)
rajpal-body-2: ਫ਼ਿਰੋਜ਼ਪੁਰ, 10 ਮਾਰਚ (ਪ੍ਰਤੀਨਿਧ)- ਇਲਾਕੇ ਦੀਆਂ ਵੱਖ ਵੱਖ ਸਮਾਜਿਕ ਤੇ ਧਾਰਮਿਕ ਜਥੇਬੰਦੀਆਂ ਵਲੋਂ ਕਰਵਾਏ ਗਏ ਸਮਾਗਮ ਵਿਚ ਵੱਡੀ ਗਿਣਤੀ ਵਿਚ ਲੋਕਾਂ ਨੇ ਹਿੱਸਾ ਲਿਆ। ਇਸ ਮੌਕੇ ਬੁਲਾਰਿਆਂ ਨੇ ਆਪਣੇ ਵਿਚਾਰ ਸਾਂਝੇ ਕੀਤੇ ਅਤੇ ਪ੍ਰਬੰਧਕਾਂ ਵਲੋਂ ਆਏ ਹੋਏ ਮਹਿਮਾਨਾਂ ਦਾ ਸਨਮਾਨ ਕੀਤਾ ਗਿਆ। ਇਸ ਮੌਕੇ ਪਿੰਡ ਦੇ ਪਤਵੰਤੇ ਸੱਜਣ, ਸਕੂਲ ਦੇ ਵਿਦਿਆਰਥੀ, ਅਧਿਆਪਕ ਅਤੇ ਇਲਾਕਾ ਨਿਵਾਸੀ ਵੀ ਹਾਜ਼ਰ ਸਨ। ਸਮਾਗਮ ਦੌਰਾਨ ਕਈ ਅਹਿਮ ਮਤੇ ਪਾਸ ਕੀਤੇ ਗਏ ਅਤੇ ਆਉਣ ਵਾਲੇ ਸਮੇਂ ਵਿਚ ਹੋਰ ਪ੍ਰੋਗਰਾਮ ਕਰਵਾਉਣ ਦਾ ਫ਼ੈਸਲਾ ਲਿਆ ਗਿਆ। (590, 986, 665, 1052)
bku-meeting-body-3: ਫ਼ਿਰੋਜ਼ਪੁਰ, 10 ਮਾਰਚ (ਪ੍ਰਤੀਨਿਧ)- ਇਲਾਕੇ ਦੀਆਂ ਵੱਖ ਵੱਖ ਸਮਾਜਿਕ ਤੇ ਧਾਰਮਿਕ ਜਥੇਬੰਦੀਆਂ ਵਲੋਂ ਕਰਵਾਏ ਗਏ ਸਮਾਗਮ ਵਿਚ ਵੱਡੀ ਗਿਣਤੀ ਵਿਚ ਲੋਕਾਂ ਨੇ ਹਿੱਸਾ ਲਿਆ। ਇਸ ਮੌਕੇ ਬੁਲਾਰਿਆਂ ਨੇ ਆਪਣੇ ਵਿਚਾਰ ਸਾਂਝੇ ਕੀਤੇ ਅਤੇ ਪ੍ਰਬੰਧਕਾਂ ਵਲੋਂ ਆਏ ਹੋਏ ਮਹਿਮਾਨਾਂ ਦਾ ਸਨਮਾਨ ਕੀਤਾ ਗਿਆ। ਇਸ ਮੌਕੇ ਪਿੰਡ ਦੇ ਪਤਵੰਤੇ ਸੱਜਣ, ਸਕੂਲ ਦੇ ਵਿਦਿਆਰਥੀ, ਅਧਿਆਪਕ ਅਤੇ ਇਲਾਕਾ ਨਿਵਾਸੀ ਵੀ ਹਾਜ਼ਰ ਸਨ। ਸਮਾਗਮ ਦੌਰਾਨ ਕਈ ਅਹਿਮ ਮਤੇ ਪਾਸ ਕੀਤੇ ਗਏ ਅਤੇ ਆਉਣ ਵਾਲੇ ਸਮੇਂ ਵਿਚ ਹੋਰ ਪ੍ਰੋਗਰਾਮ ਕਰਵਾਉਣ ਦਾ ਫ਼ੈਸਲਾ ਲਿਆ ਗਿਆ। (352, 672, 422, 751)
portrait-left (516, 502, 552, 550)
masthead-brand-left: ਫਿਰੋਜ਼ਪੁਰ (223, 31, 311, 56)
railway-body-3: ਫ਼ਿਰੋਜ਼ਪੁਰ, 10 ਮਾਰਚ (ਪ੍ਰਤੀਨਿਧ)- ਇਲਾਕੇ ਦੀਆਂ ਵੱਖ ਵੱਖ ਸਮਾਜਿਕ ਤੇ ਧਾਰਮਿਕ ਜਥੇਬੰਦੀਆਂ ਵਲੋਂ ਕਰਵਾਏ ਗਏ ਸਮਾਗਮ ਵਿਚ ਵੱਡੀ ਗਿਣਤੀ ਵਿਚ ਲੋਕਾਂ ਨੇ ਹਿੱਸਾ ਲਿਆ। ਇਸ ਮੌਕੇ ਬੁਲਾਰਿਆਂ ਨੇ ਆਪਣੇ ਵਿਚਾਰ ਸਾਂਝੇ ਕੀਤੇ ਅਤੇ ਪ੍ਰਬੰਧਕਾਂ ਵਲੋਂ ਆਏ ਹੋਏ ਮਹਿਮਾਨਾਂ ਦਾ ਸਨਮਾਨ ਕੀਤਾ ਗਿਆ। ਇਸ ਮੌਕੇ ਪਿੰਡ ਦੇ ਪਤਵੰਤੇ ਸੱਜਣ, ਸਕੂਲ ਦੇ ਵਿਦਿਆਰਥੀ, ਅਧਿਆਪਕ ਅਤੇ ਇਲਾਕਾ ਨਿਵਾਸੀ ਵੀ ਹਾਜ਼ਰ ਸਨ। ਸਮਾਗਮ ਦੌਰਾਨ ਕਈ ਅਹਿਮ ਮਤੇ ਪਾਸ ਕੀਤੇ ਗਏ ਅਤੇ ਆਉਣ ਵਾਲੇ ਸਮੇਂ ਵਿਚ ਹੋਰ ਪ੍ਰੋਗਰਾਮ ਕਰਵਾਉਣ ਦਾ ਫ਼ੈਸਲਾ ਲਿਆ ਗਿਆ। (428, 906, 504, 972)
rajpal-caption: ਰਾਜਪਾਲ ਸਿੰਘ ਦੇ ਪਰਿਵਾਰ ਨਾਲ ਦੁੱਖ ਸਾਂਝਾ ਕਰਦੇ ਹੋਏ। (510, 958, 600, 963)
sports-club-photo (272, 124, 416, 204)
rana-sodhi-body-3: ਫ਼ਿਰੋਜ਼ਪੁਰ, 10 ਮਾਰਚ (ਪ੍ਰਤੀਨਿਧ)- ਇਲਾਕੇ ਦੀਆਂ ਵੱਖ ਵੱਖ ਸਮਾਜਿਕ ਤੇ ਧਾਰਮਿਕ ਜਥੇਬੰਦੀਆਂ ਵਲੋਂ ਕਰਵਾਏ ਗਏ ਸਮਾਗਮ ਵਿਚ ਵੱਡੀ ਗਿਣਤੀ ਵਿਚ ਲੋਕਾਂ ਨੇ ਹਿੱਸਾ ਲਿਆ। ਇਸ ਮੌਕੇ ਬੁਲਾਰਿਆਂ ਨੇ ਆਪਣੇ ਵਿਚਾਰ ਸਾਂਝੇ ਕੀਤੇ ਅਤੇ ਪ੍ਰਬੰਧਕਾਂ ਵਲੋਂ ਆਏ ਹੋਏ ਮਹਿਮਾਨਾਂ ਦਾ ਸਨਮਾਨ ਕੀਤਾ ਗਿਆ। ਇਸ ਮੌਕੇ ਪਿੰਡ ਦੇ ਪਤਵੰਤੇ ਸੱਜਣ, ਸਕੂਲ ਦੇ ਵਿਦਿਆਰਥੀ, ਅਧਿਆਪਕ ਅਤੇ ਇਲਾਕਾ ਨਿਵਾਸੀ ਵੀ ਹਾਜ਼ਰ ਸਨ। ਸਮਾਗਮ ਦੌਰਾਨ ਕਈ ਅਹਿਮ ਮਤੇ ਪਾਸ ਕੀਤੇ ਗਏ ਅਤੇ ਆਉਣ ਵਾਲੇ ਸਮੇਂ ਵਿਚ ਹੋਰ ਪ੍ਰੋਗਰਾਮ ਕਰਵਾਉਣ ਦਾ ਫ਼ੈਸਲਾ ਲਿਆ ਗਿਆ। (182, 952, 262, 1018)
legal-services-body-1: ਫ਼ਿਰੋਜ਼ਪੁਰ, 10 ਮਾਰਚ (ਪ੍ਰਤੀਨਿਧ)- ਇਲਾਕੇ ਦੀਆਂ ਵੱਖ ਵੱਖ ਸਮਾਜਿਕ ਤੇ ਧਾਰਮਿਕ ਜਥੇਬੰਦੀਆਂ ਵਲੋਂ ਕਰਵਾਏ ਗਏ ਸਮਾਗਮ ਵਿਚ ਵੱਡੀ ਗਿਣਤੀ ਵਿਚ ਲੋਕਾਂ ਨੇ ਹਿੱਸਾ ਲਿਆ। ਇਸ ਮੌਕੇ ਬੁਲਾਰਿਆਂ ਨੇ ਆਪਣੇ ਵਿਚਾਰ ਸਾਂਝੇ ਕੀਤੇ ਅਤੇ ਪ੍ਰਬੰਧਕਾਂ ਵਲੋਂ ਆਏ ਹੋਏ ਮਹਿਮਾਨਾਂ ਦਾ ਸਨਮਾਨ ਕੀਤਾ ਗਿਆ। ਇਸ ਮੌਕੇ ਪਿੰਡ ਦੇ ਪਤਵੰਤੇ ਸੱਜਣ, ਸਕੂਲ ਦੇ ਵਿਦਿਆਰਥੀ, ਅਧਿਆਪਕ ਅਤੇ ਇਲਾਕਾ ਨਿਵਾਸੀ ਵੀ ਹਾਜ਼ਰ ਸਨ। ਸਮਾਗਮ ਦੌਰਾਨ ਕਈ ਅਹਿਮ ਮਤੇ ਪਾਸ ਕੀਤੇ ਗਏ ਅਤੇ ਆਉਣ ਵਾਲੇ ਸਮੇਂ ਵਿਚ ਹੋਰ ਪ੍ਰੋਗਰਾਮ ਕਰਵਾਉਣ ਦਾ ਫ਼ੈਸਲਾ ਲਿਆ ਗਿਆ। (184, 406, 250, 485)
kisan-protest-body-2: ਫ਼ਿਰੋਜ਼ਪੁਰ, 10 ਮਾਰਚ (ਪ੍ਰਤੀਨਿਧ)- ਇਲਾਕੇ ਦੀਆਂ ਵੱਖ ਵੱਖ ਸਮਾਜਿਕ ਤੇ ਧਾਰਮਿਕ ਜਥੇਬੰਦੀਆਂ ਵਲੋਂ ਕਰਵਾਏ ਗਏ ਸਮਾਗਮ ਵਿਚ ਵੱਡੀ ਗਿਣਤੀ ਵਿਚ ਲੋਕਾਂ ਨੇ ਹਿੱਸਾ ਲਿਆ। ਇਸ ਮੌਕੇ ਬੁਲਾਰਿਆਂ ਨੇ ਆਪਣੇ ਵਿਚਾਰ ਸਾਂਝੇ ਕੀਤੇ ਅਤੇ ਪ੍ਰਬੰਧਕਾਂ ਵਲੋਂ ਆਏ ਹੋਏ ਮਹਿਮਾਨਾਂ ਦਾ ਸਨਮਾਨ ਕੀਤਾ ਗਿਆ। ਇਸ ਮੌਕੇ ਪਿੰਡ ਦੇ ਪਤਵੰਤੇ ਸੱਜਣ, ਸਕੂਲ ਦੇ ਵਿਦਿਆਰਥੀ, ਅਧਿਆਪਕ ਅਤੇ ਇਲਾਕਾ ਨਿਵਾਸੀ ਵੀ ਹਾਜ਼ਰ ਸਨ। ਸਮਾਗਮ ਦੌਰਾਨ ਕਈ ਅਹਿਮ ਮਤੇ ਪਾਸ ਕੀਤੇ ਗਏ ਅਤੇ ਆਉਣ ਵਾਲੇ ਸਮੇਂ ਵਿਚ ਹੋਰ ਪ੍ਰੋਗਰਾਮ ਕਰਵਾਉਣ ਦਾ ਫ਼ੈਸਲਾ ਲਿਆ ਗਿਆ। (590, 232, 665, 298)
sports-club-body-1: ਫ਼ਿਰੋਜ਼ਪੁਰ, 10 ਮਾਰਚ (ਪ੍ਰਤੀਨਿਧ)- ਇਲਾਕੇ ਦੀਆਂ ਵੱਖ ਵੱਖ ਸਮਾਜਿਕ ਤੇ ਧਾਰਮਿਕ ਜਥੇਬੰਦੀਆਂ ਵਲੋਂ ਕਰਵਾਏ ਗਏ ਸਮਾਗਮ ਵਿਚ ਵੱਡੀ ਗਿਣਤੀ ਵਿਚ ਲੋਕਾਂ ਨੇ ਹਿੱਸਾ ਲਿਆ। ਇਸ ਮੌਕੇ ਬੁਲਾਰਿਆਂ ਨੇ ਆਪਣੇ ਵਿਚਾਰ ਸਾਂਝੇ ਕੀਤੇ ਅਤੇ ਪ੍ਰਬੰਧਕਾਂ ਵਲੋਂ ਆਏ ਹੋਏ ਮਹਿਮਾਨਾਂ ਦਾ ਸਨਮਾਨ ਕੀਤਾ ਗਿਆ। ਇਸ ਮੌਕੇ ਪਿੰਡ ਦੇ ਪਤਵੰਤੇ ਸੱਜਣ, ਸਕੂਲ ਦੇ ਵਿਦਿਆਰਥੀ, ਅਧਿਆਪਕ ਅਤੇ ਇਲਾਕਾ ਨਿਵਾਸੀ ਵੀ ਹਾਜ਼ਰ ਸਨ। ਸਮਾਗਮ ਦੌਰਾਨ ਕਈ ਅਹਿਮ ਮਤੇ ਪਾਸ ਕੀਤੇ ਗਏ ਅਤੇ ਆਉਣ ਵਾਲੇ ਸਮੇਂ ਵਿਚ ਹੋਰ ਪ੍ਰੋਗਰਾਮ ਕਰਵਾਉਣ ਦਾ ਫ਼ੈਸਲਾ ਲਿਆ ਗਿਆ। (184, 124, 268, 184)
women-scheme-body-3: ਫ਼ਿਰੋਜ਼ਪੁਰ, 10 ਮਾਰਚ (ਪ੍ਰਤੀਨਿਧ)- ਇਲਾਕੇ ਦੀਆਂ ਵੱਖ ਵੱਖ ਸਮਾਜਿਕ ਤੇ ਧਾਰਮਿਕ ਜਥੇਬੰਦੀਆਂ ਵਲੋਂ ਕਰਵਾਏ ਗਏ ਸਮਾਗਮ ਵਿਚ ਵੱਡੀ ਗਿਣਤੀ ਵਿਚ ਲੋਕਾਂ ਨੇ ਹਿੱਸਾ ਲਿਆ। ਇਸ ਮੌਕੇ ਬੁਲਾਰਿਆਂ ਨੇ ਆਪਣੇ ਵਿਚਾਰ ਸਾਂਝੇ ਕੀਤੇ ਅਤੇ ਪ੍ਰਬੰਧਕਾਂ ਵਲੋਂ ਆਏ ਹੋਏ ਮਹਿਮਾਨਾਂ ਦਾ ਸਨਮਾਨ ਕੀਤਾ ਗਿਆ। ਇਸ ਮੌਕੇ ਪਿੰਡ ਦੇ ਪਤਵੰਤੇ ਸੱਜਣ, ਸਕੂਲ ਦੇ ਵਿਦਿਆਰਥੀ, ਅਧਿਆਪਕ ਅਤੇ ਇਲਾਕਾ ਨਿਵਾਸੀ ਵੀ ਹਾਜ਼ਰ ਸਨ। ਸਮਾਗਮ ਦੌਰਾਨ ਕਈ ਅਹਿਮ ਮਤੇ ਪਾਸ ਕੀਤੇ ਗਏ ਅਤੇ ਆਉਣ ਵਾਲੇ ਸਮੇਂ ਵਿਚ ਹੋਰ ਪ੍ਰੋਗਰਾਮ ਕਰਵਾਉਣ ਦਾ ਫ਼ੈਸਲਾ ਲਿਆ ਗਿਆ। (510, 584, 665, 620)
print-meta-text: LH12 8/Dr-Ferozepur-07.qxd 11/3/2025 10:11 PM Page 1 (2, 1, 115, 6)
deepak-photo (22, 476, 177, 522)
rajpal-photo (510, 850, 665, 956)
railway-subhead: • ਡਿਊਟੀ ਦੌਰਾਨ ਚੌਕਸੀ ਨਾਲ ਕੰਮ ਕਰਨ ਵਾਲੇ ਮੁਲਾਜ਼ਮਾਂ ਨੂੰ ਪ੍ਰਸ਼ੰਸਾ ਪੱਤਰ ਦੇ ਕੇ ਸਨਮਾਨਿਤ ਕੀਤਾ ਗਿਆ (270, 888, 459, 894)
law-college-body: ਫ਼ਿਰੋਜ਼ਪੁਰ, 10 ਮਾਰਚ (ਪ੍ਰਤੀਨਿਧ)- ਇਲਾਕੇ ਦੀਆਂ ਵੱਖ ਵੱਖ ਸਮਾਜਿਕ ਤੇ ਧਾਰਮਿਕ ਜਥੇਬੰਦੀਆਂ ਵਲੋਂ ਕਰਵਾਏ ਗਏ ਸਮਾਗਮ ਵਿਚ ਵੱਡੀ ਗਿਣਤੀ ਵਿਚ ਲੋਕਾਂ ਨੇ ਹਿੱਸਾ ਲਿਆ। ਇਸ ਮੌਕੇ ਬੁਲਾਰਿਆਂ ਨੇ ਆਪਣੇ ਵਿਚਾਰ ਸਾਂਝੇ ਕੀਤੇ ਅਤੇ ਪ੍ਰਬੰਧਕਾਂ ਵਲੋਂ ਆਏ ਹੋਏ ਮਹਿਮਾਨਾਂ ਦਾ ਸਨਮਾਨ ਕੀਤਾ ਗਿਆ। ਇਸ ਮੌਕੇ ਪਿੰਡ ਦੇ ਪਤਵੰਤੇ ਸੱਜਣ, ਸਕੂਲ ਦੇ ਵਿਦਿਆਰਥੀ, ਅਧਿਆਪਕ ਅਤੇ ਇਲਾਕਾ ਨਿਵਾਸੀ ਵੀ ਹਾਜ਼ਰ ਸਨ। ਸਮਾਗਮ ਦੌਰਾਨ ਕਈ ਅਹਿਮ ਮਤੇ ਪਾਸ ਕੀਤੇ ਗਏ ਅਤੇ ਆਉਣ ਵਾਲੇ ਸਮੇਂ ਵਿਚ ਹੋਰ ਪ੍ਰੋਗਰਾਮ ਕਰਵਾਉਣ ਦਾ ਫ਼ੈਸਲਾ ਲਿਆ ਗਿਆ। (22, 258, 97, 324)
railway-photo (184, 806, 422, 858)
school-photo-right (540, 674, 665, 742)
